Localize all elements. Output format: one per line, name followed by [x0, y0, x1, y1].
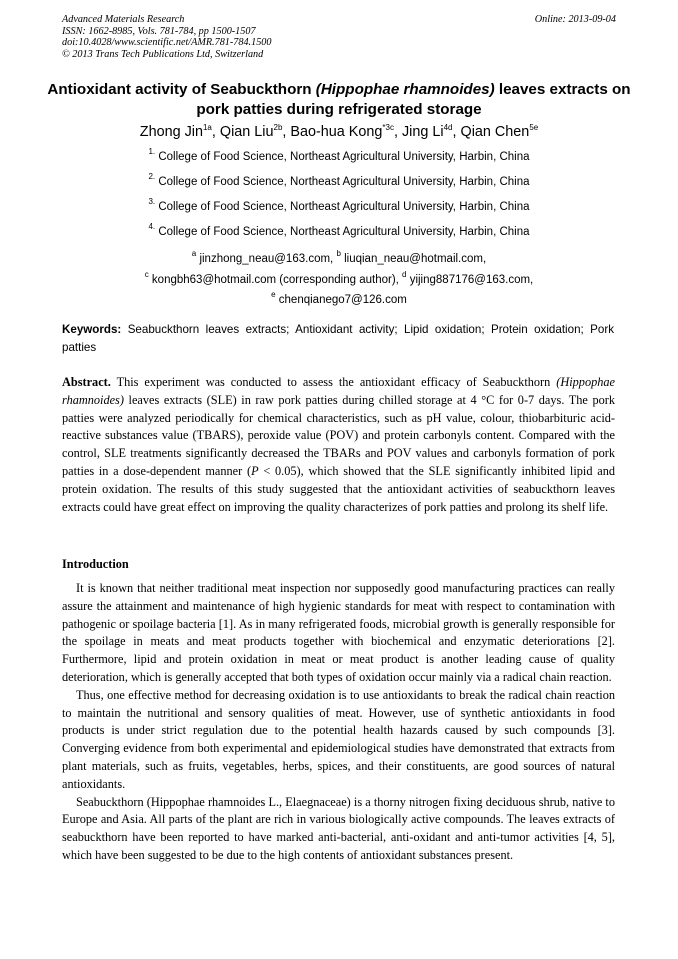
email-line: $^e$ chenqianego7@126.com — [271, 290, 407, 306]
journal-name: Advanced Materials Research — [62, 14, 185, 25]
author-list — [40, 122, 638, 142]
email-a[interactable]: jinzhong_neau@163.com, — [196, 253, 337, 265]
title-text-1: Antioxidant activity of Seabuckthorn — [47, 81, 316, 98]
abstract: Abstract. This experiment was conducted to assess the antioxidant efficacy of Seabuckthorn (Hippophae rhamnoides) leaves extracts (SLE) in raw pork patties during chilled storage at 4 °C for 0-7 days. The pork patties were analyzed periodically for chemical characteristics, such as pH value, colour, thiobarbituric acid-reactive substances value (TBARS), peroxide value (POV) and protein carbonyls content. Compared with the control, SLE treatments significantly decreased the TBARs and POV values and carbonyls formation of pork patties in a dose-dependent manner (P < 0.05), which showed that the SLE significantly inhibited lipid and protein oxidation. The results of this study suggested that the antioxidant activities of seabuckthorn leaves extracts could have great effect on improving the quality characterizes of pork patties and prolong its shelf life. — [62, 375, 615, 514]
email-e[interactable]: chenqianego7@126.com — [275, 294, 407, 306]
email-c[interactable]: kongbh63@hotmail.com (corresponding author), — [148, 273, 403, 286]
author: Bao-hua Kong$^{*3c}$, — [290, 123, 402, 140]
introduction-body — [62, 580, 615, 865]
keywords-label: Keywords: — [62, 323, 122, 336]
keywords — [62, 321, 614, 356]
email-line: $^a$ jinzhong_neau@163.com, $^b$ liuqian_neau@hotmail.com, — [191, 249, 487, 265]
paragraph: It is known that neither traditional meat inspection nor supposedly good manufacturing practices can really assure the attainment and maintenance of high hygienic standards for meat with respect to contamination with pathogenic or spoilage bacteria [1]. As in many refrigerated foods, microbial growth is generally responsible for the spoilage in meats and meat products together with biochemical and enzymatic deteriorations [2]. Furthermore, lipid and protein oxidation in meat or meat product is another leading cause of quality deterioration, which is generally accepted that both types of oxidation occur mainly via a radical chain reaction. — [62, 581, 615, 684]
affiliation: $^{3.}$ College of Food Science, Northeast Agricultural University, Harbin, China — [148, 197, 530, 213]
author: Qian Liu$^{2b}$, — [219, 123, 291, 140]
doi-line: doi:10.4028/www.scientific.net/AMR.781-784.1500 — [62, 37, 272, 48]
affiliation: $^{2.}$ College of Food Science, Northeast Agricultural University, Harbin, China — [148, 172, 530, 188]
issn-line: ISSN: 1662-8985, Vols. 781-784, pp 1500-1507 — [62, 25, 256, 37]
affiliation: $^{4.}$ College of Food Science, Northeast Agricultural University, Harbin, China — [148, 222, 530, 238]
journal-header — [62, 14, 271, 60]
email-b[interactable]: liuqian_neau@hotmail.com, — [340, 253, 487, 265]
online-date: Online: 2013-09-04 — [534, 14, 616, 25]
keywords-text: Seabuckthorn leaves extracts; Antioxidant activity; Lipid oxidation; Protein oxidation; Pork patties — [62, 323, 614, 354]
paragraph: Thus, one effective method for decreasing oxidation is to use antioxidants to break the radical chain reaction to maintain the nutritional and sensory qualities of meat. However, use of synthetic antioxidants in food products is under strict regulation due to the potential health hazards caused by such compounds [3]. Converging evidence from both experimental and epidemiological studies have demonstrated that extracts from plant materials, such as fruits, vegetables, herbs, spices, and their constituents, are good sources of natural antioxidants. — [62, 687, 615, 791]
author: Zhong Jin$^{1a}$, — [139, 123, 220, 140]
affiliation: $^{1.}$ College of Food Science, Northeast Agricultural University, Harbin, China — [148, 147, 530, 163]
paragraph: Seabuckthorn (Hippophae rhamnoides L., Elaegnaceae) is a thorny nitrogen fixing deciduous shrub, native to Europe and Asia. All parts of the plant are rich in various biologically active compounds. The leaves extracts of seabuckthorn have been reported to have marked anti-bacterial, anti-oxidant and anti-tumor activities [4, 5], which have been suggested to be due to the high contents of antioxidant substances present. — [62, 794, 615, 862]
paper-title — [40, 80, 638, 119]
introduction-heading: Introduction — [62, 557, 129, 571]
title-species: (Hippophae rhamnoides) — [315, 81, 495, 98]
author: Qian Chen$^{5e}$ — [460, 123, 539, 140]
title-text-2: leaves extracts on pork patties during refrigerated storage — [196, 81, 631, 118]
email-line: $^c$ kongbh63@hotmail.com (corresponding author), $^d$ yijing887176@163.com, — [144, 269, 534, 286]
affiliation-list — [40, 147, 638, 250]
email-d[interactable]: yijing887176@163.com, — [406, 273, 534, 286]
author: Jing $Li^{4d}$, — [401, 123, 461, 140]
copyright-line: © 2013 Trans Tech Publications Ltd, Switzerland — [62, 48, 264, 60]
abstract-label: Abstract. — [62, 375, 111, 389]
email-list — [40, 249, 638, 311]
